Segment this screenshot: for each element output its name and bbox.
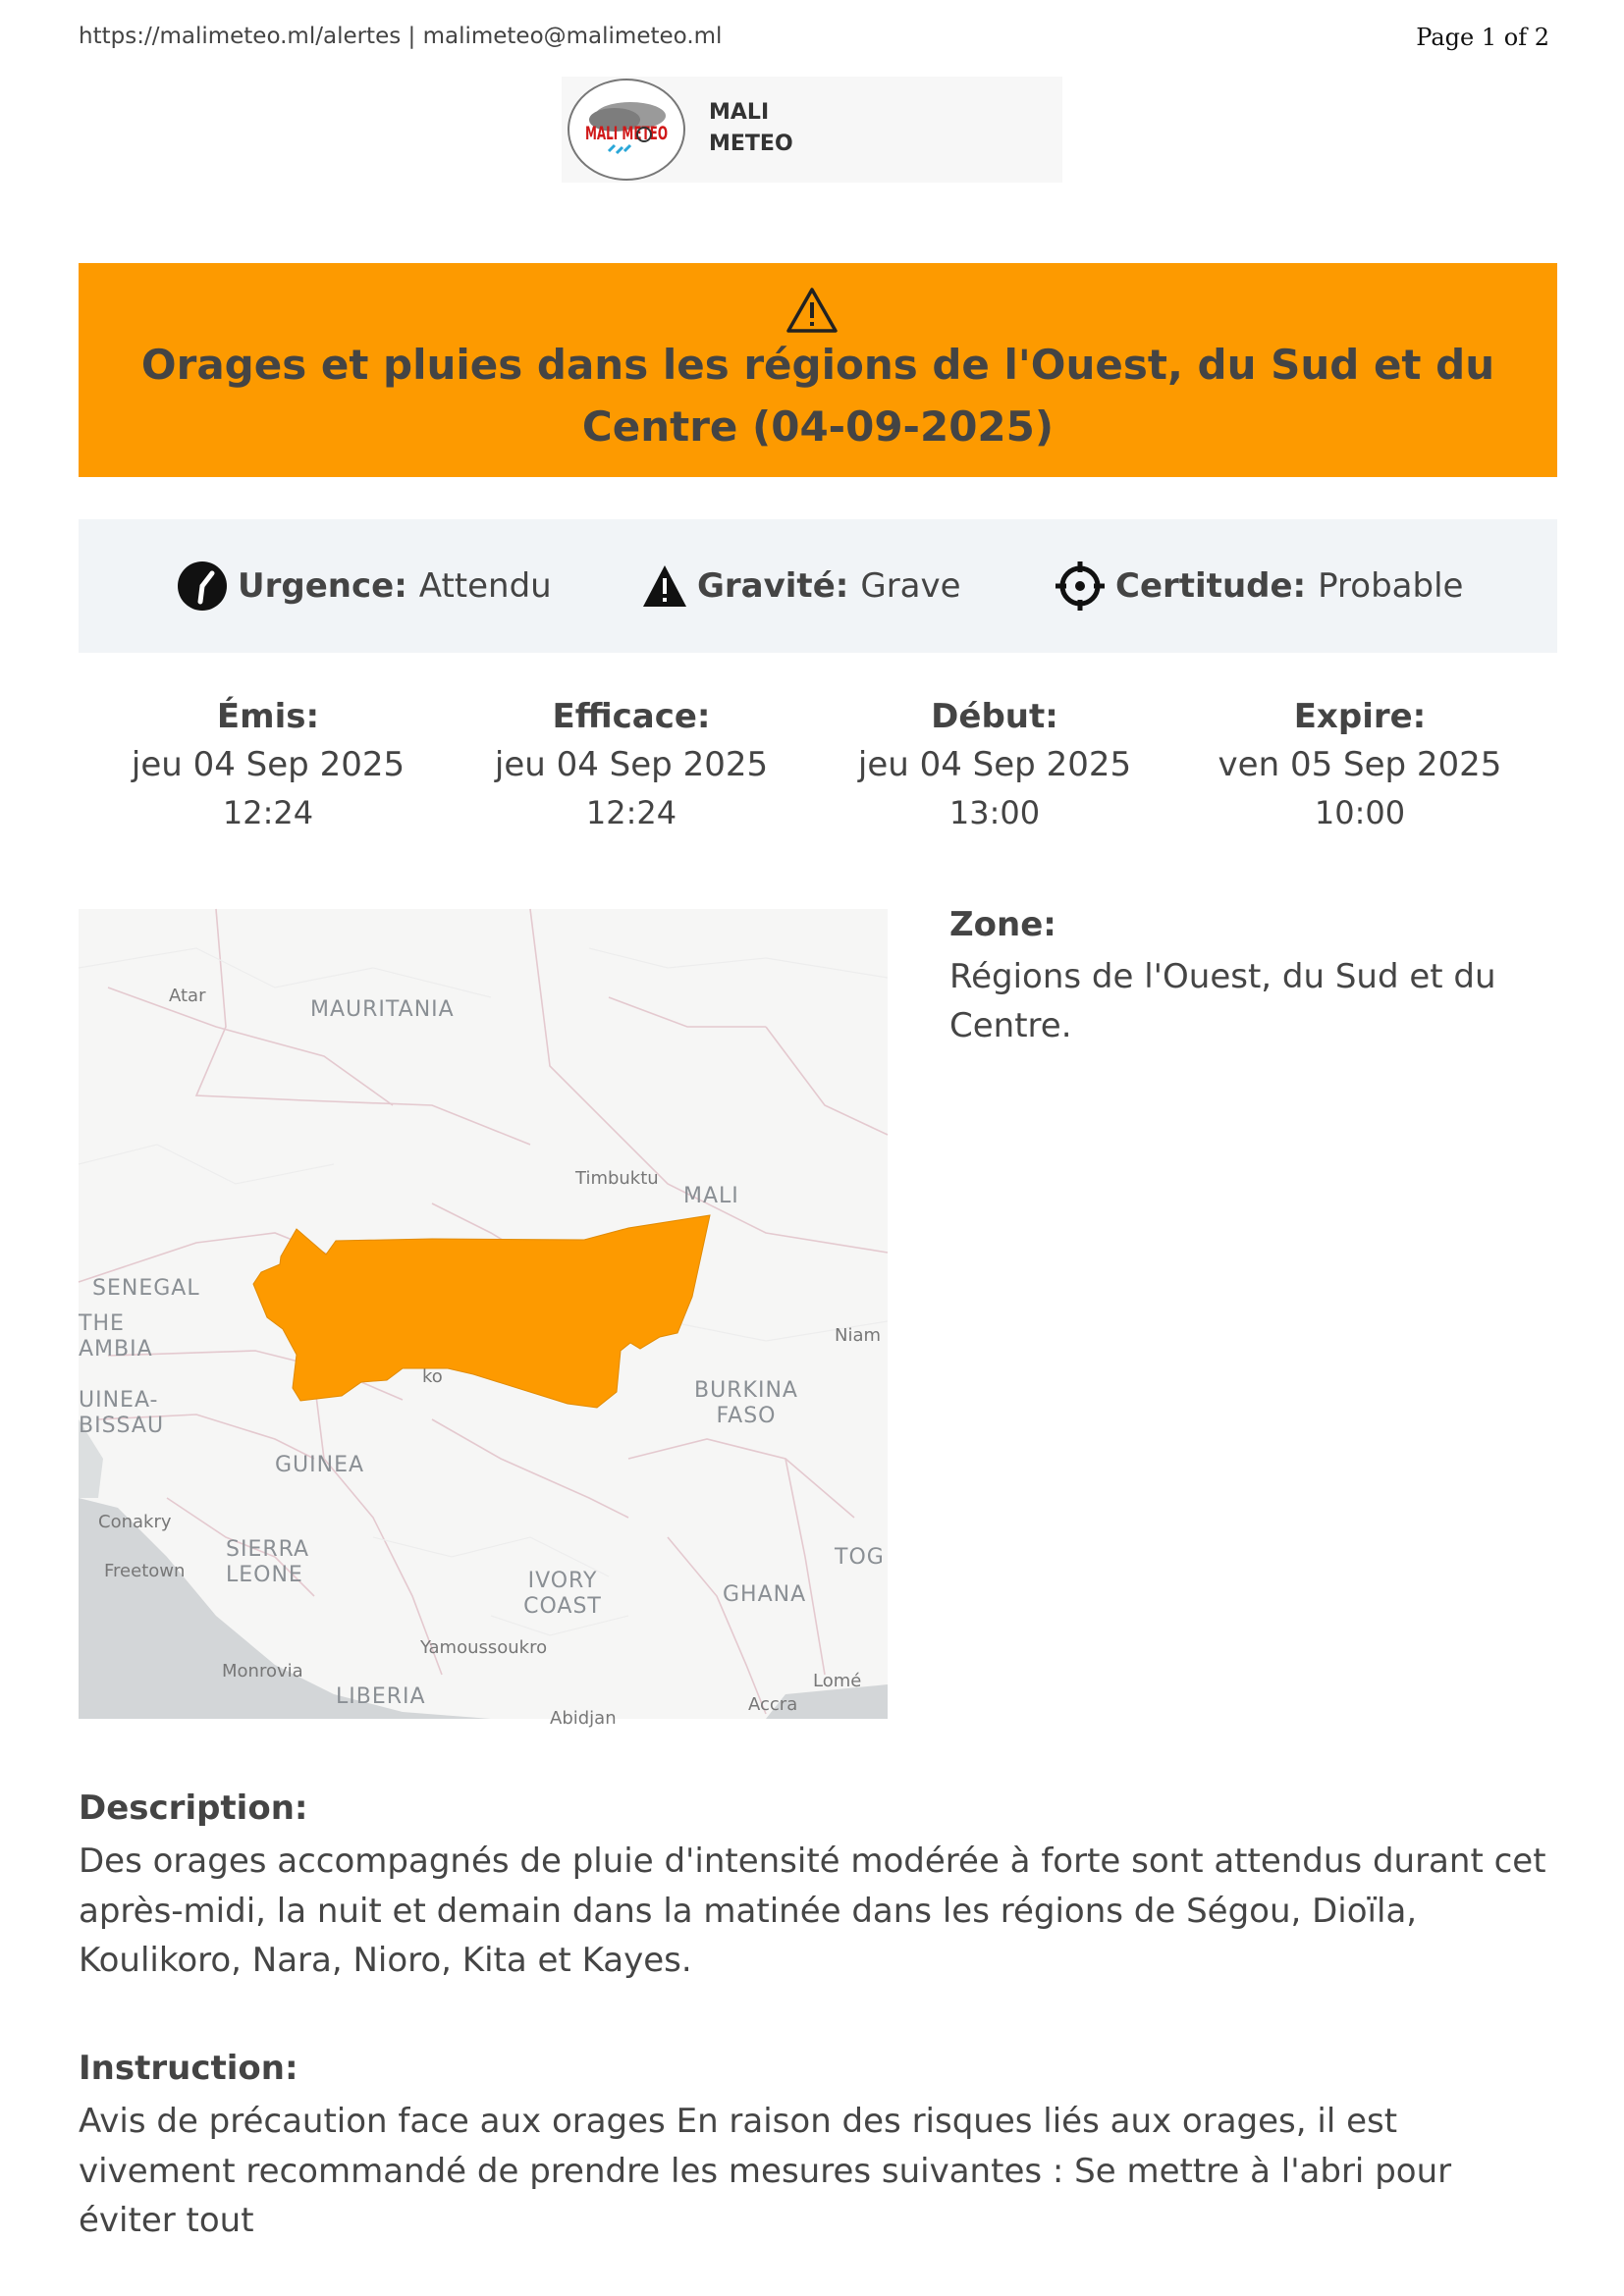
certainty-item [1055, 561, 1463, 611]
date-issued [106, 693, 430, 836]
date-effective [469, 693, 793, 836]
page-number: Page 1 of 2 [1416, 24, 1549, 51]
date-expires [1198, 693, 1522, 836]
map-country-label: GHANA [723, 1582, 807, 1607]
map-city-label: Timbuktu [575, 1168, 659, 1189]
map-country-label: TOG [835, 1545, 885, 1570]
map-country-label: SIERRA LEONE [226, 1537, 310, 1587]
map-country-label: UINEA- BISSAU [79, 1388, 165, 1438]
urgency-item [177, 561, 552, 611]
date-label: Expire: [1293, 697, 1427, 736]
description-label: Description: [79, 1789, 308, 1828]
alert-map[interactable] [79, 909, 888, 1729]
alert-title: Orages et pluies dans les régions de l'Ouest, du Sud et du Centre (04-09-2025) [140, 341, 1495, 451]
logo-mark-text: MALI METEO [585, 123, 668, 144]
header-contact[interactable]: https://malimeteo.ml/alertes | malimeteo@malimeteo.ml [79, 24, 723, 49]
map-country-label: BURKINA FASO [694, 1378, 798, 1428]
map-city-label: Monrovia [222, 1661, 303, 1682]
map-country-label: GUINEA [275, 1453, 365, 1477]
severity-label: Gravité: [697, 566, 849, 606]
map-city-label: Lomé [813, 1671, 862, 1691]
date-value: ven 05 Sep 2025 [1218, 745, 1502, 784]
instruction-text: Avis de précaution face aux orages En raison des risques liés aux orages, il est vivement recommandé de prendre les mesures suivantes : Se mettre à l'abri pour éviter tout [79, 2102, 1452, 2240]
date-label: Émis: [216, 697, 320, 736]
logo-text-line1: MALI [709, 100, 770, 125]
map-city-label: Niam [835, 1325, 882, 1346]
time-value: 12:24 [222, 794, 314, 831]
date-label: Efficace: [552, 697, 711, 736]
severity-item [642, 561, 961, 611]
map-country-label: MALI [683, 1184, 739, 1208]
clock-icon [177, 561, 228, 612]
map-city-label: Conakry [98, 1512, 172, 1532]
time-value: 13:00 [948, 794, 1041, 831]
map-city-label: Atar [169, 986, 206, 1006]
zone-text: Régions de l'Ouest, du Sud et du Centre. [949, 957, 1496, 1045]
map-country-label: LIBERIA [336, 1684, 426, 1709]
instruction-label: Instruction: [79, 2049, 298, 2088]
severity-value: Grave [860, 566, 961, 606]
date-label: Début: [931, 697, 1058, 736]
logo-mark [568, 79, 685, 181]
warning-icon [642, 564, 687, 608]
crosshair-icon [1055, 561, 1106, 612]
certainty-value: Probable [1318, 566, 1464, 606]
certainty-label: Certitude: [1115, 566, 1307, 606]
description-text: Des orages accompagnés de pluie d'intensité modérée à forte sont attendus durant cet après-midi, la nuit et demain dans la matinée dans les régions de Ségou, Dioïla, Koulikoro, Nara, Nioro, Kita et Kayes. [79, 1842, 1546, 1980]
map-country-label: MAURITANIA [310, 997, 455, 1022]
urgency-label: Urgence: [238, 566, 407, 606]
map-city-label: ko [422, 1366, 443, 1387]
date-value: jeu 04 Sep 2025 [494, 745, 769, 784]
time-value: 12:24 [585, 794, 677, 831]
map-country-label: SENEGAL [92, 1276, 200, 1301]
map-city-label: Freetown [104, 1561, 186, 1581]
logo-text-line2: METEO [709, 132, 793, 156]
map-country-label: THE AMBIA [79, 1311, 153, 1362]
map-city-label: Yamoussoukro [420, 1637, 548, 1658]
date-value: jeu 04 Sep 2025 [131, 745, 406, 784]
warning-triangle-icon [785, 287, 839, 334]
zone-label: Zone: [949, 905, 1056, 944]
date-value: jeu 04 Sep 2025 [857, 745, 1132, 784]
map-country-label: IVORY COAST [523, 1569, 602, 1619]
date-onset [833, 693, 1157, 836]
map-city-label: Abidjan [550, 1708, 617, 1729]
map-city-label: Accra [748, 1694, 798, 1715]
urgency-value: Attendu [418, 566, 552, 606]
time-value: 10:00 [1314, 794, 1406, 831]
